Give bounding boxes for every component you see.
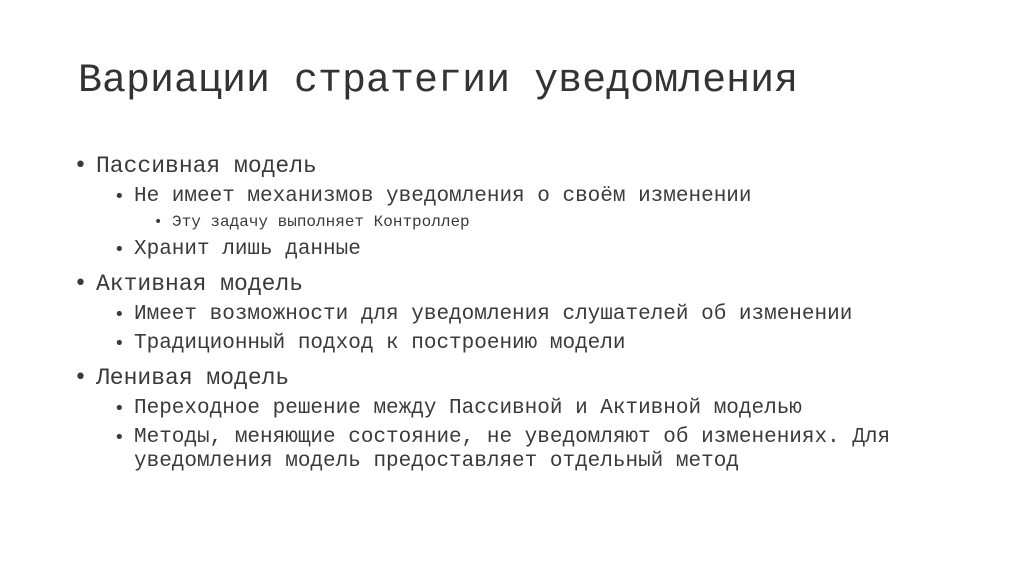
list-item [154,211,974,233]
list-item-active-model [74,270,974,298]
list-item-text: Ленивая модель [96,365,290,391]
bullet-icon: • [74,153,87,178]
list-item [114,426,974,474]
list-item-text: Эту задачу выполняет Контроллер [172,213,470,231]
bullet-icon: • [114,427,125,448]
list-item-text: Переходное решение между Пассивной и Активной моделью [134,397,802,420]
list-item [114,185,974,209]
list-item-text: Хранит лишь данные [134,238,361,261]
list-item [114,238,974,262]
list-item-text: Имеет возможности для уведомления слушателей об изменении [134,303,853,326]
bullet-list [74,152,974,474]
bullet-icon: • [154,214,163,230]
list-item-text: Пассивная модель [96,153,317,179]
bullet-icon: • [114,239,125,260]
slide-title: Вариации стратегии уведомления [78,59,799,104]
bullet-icon: • [74,271,87,296]
bullet-icon: • [74,365,87,390]
list-item-lazy-model [74,364,974,392]
bullet-icon: • [114,398,125,419]
list-item-text: Не имеет механизмов уведомления о своём изменении [134,185,752,208]
list-item [114,303,974,327]
list-item-text: Традиционный подход к построению модели [134,332,626,355]
list-item-passive-model [74,152,974,180]
list-item [114,397,974,421]
bullet-icon: • [114,186,125,207]
list-item-text: Методы, меняющие состояние, не уведомляют об изменениях. Для уведомления модель предоставляет отдельный метод [134,426,891,473]
bullet-icon: • [114,333,125,354]
list-item [114,332,974,356]
list-item-text: Активная модель [96,271,304,297]
bullet-icon: • [114,304,125,325]
